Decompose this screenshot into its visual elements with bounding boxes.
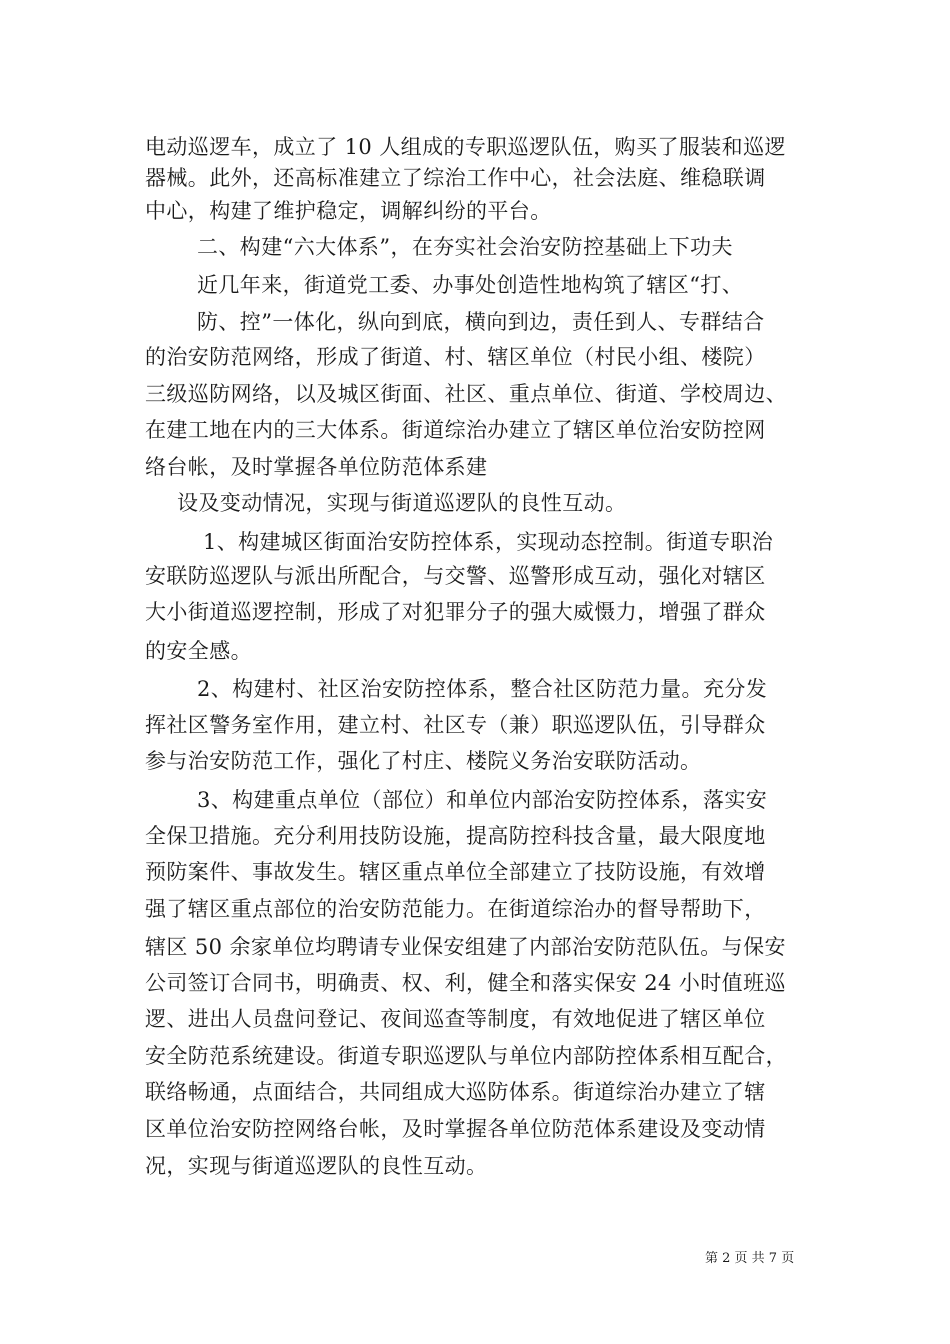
text-line: 参与治安防范工作，强化了村庄、楼院义务治安联防活动。: [145, 749, 702, 773]
text-line: 电动巡逻车，成立了 10 人组成的专职巡逻队伍，购买了服装和巡逻: [145, 135, 786, 159]
text-line: 1、构建城区街面治安防控体系，实现动态控制。街道专职治: [203, 530, 774, 554]
text-line: 近几年来，街道党工委、办事处创造性地构筑了辖区“打、: [197, 273, 744, 297]
text-line: 大小街道巡逻控制，形成了对犯罪分子的强大威慑力，增强了群众: [145, 600, 766, 624]
text-line: 络台帐，及时掌握各单位防范体系建: [145, 455, 488, 479]
text-line: 强了辖区重点部位的治安防范能力。在街道综治办的督导帮助下，: [145, 897, 766, 921]
text-line: 防、控”一体化，纵向到底，横向到边，责任到人、专群结合: [197, 310, 765, 334]
page-number: 第 2 页 共 7 页: [705, 1251, 795, 1266]
text-line: 的安全感。: [145, 639, 252, 663]
text-line: 联络畅通，点面结合，共同组成大巡防体系。街道综治办建立了辖: [145, 1080, 766, 1104]
text-line: 二、构建“六大体系”，在夯实社会治安防控基础上下功夫: [197, 235, 733, 259]
text-line: 在建工地在内的三大体系。街道综治办建立了辖区单位治安防控网: [145, 418, 766, 442]
text-line: 中心，构建了维护稳定，调解纠纷的平台。: [145, 199, 552, 223]
text-line: 预防案件、事故发生。辖区重点单位全部建立了技防设施，有效增: [145, 860, 766, 884]
text-line: 的治安防范网络，形成了街道、村、辖区单位（村民小组、楼院）: [145, 345, 766, 369]
text-line: 逻、进出人员盘问登记、夜间巡查等制度，有效地促进了辖区单位: [145, 1007, 766, 1031]
text-line: 区单位治安防控网络台帐，及时掌握各单位防范体系建设及变动情: [145, 1117, 766, 1141]
text-line: 三级巡防网络，以及城区街面、社区、重点单位、街道、学校周边、: [145, 382, 787, 406]
text-line: 况，实现与街道巡逻队的良性互动。: [145, 1154, 488, 1178]
text-line: 安联防巡逻队与派出所配合，与交警、巡警形成互动，强化对辖区: [145, 564, 766, 588]
text-line: 器械。此外，还高标准建立了综治工作中心，社会法庭、维稳联调: [145, 166, 766, 190]
text-line: 辖区 50 余家单位均聘请专业保安组建了内部治安防范队伍。与保安: [145, 935, 786, 959]
text-line: 设及变动情况，实现与街道巡逻队的良性互动。: [177, 491, 627, 515]
text-line: 3、构建重点单位（部位）和单位内部治安防控体系，落实安: [197, 788, 768, 812]
text-line: 挥社区警务室作用，建立村、社区专（兼）职巡逻队伍，引导群众: [145, 713, 766, 737]
text-line: 安全防范系统建设。街道专职巡逻队与单位内部防控体系相互配合，: [145, 1044, 787, 1068]
text-line: 全保卫措施。充分利用技防设施，提高防控科技含量，最大限度地: [145, 824, 766, 848]
text-line: 公司签订合同书，明确责、权、利，健全和落实保安 24 小时值班巡: [145, 971, 786, 995]
text-line: 2、构建村、社区治安防控体系，整合社区防范力量。充分发: [197, 677, 768, 701]
